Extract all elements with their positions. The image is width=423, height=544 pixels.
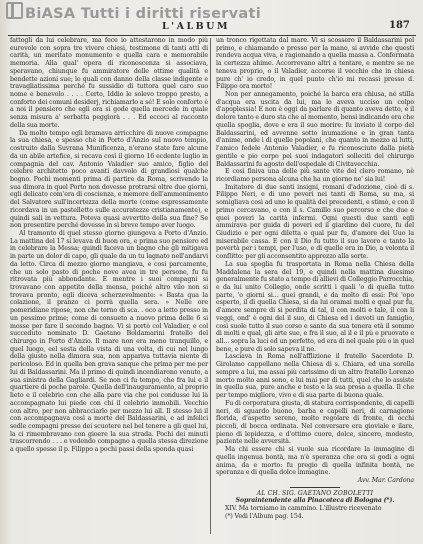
paragraph: Ma chi essere chi si vuole sua ricordare la immagine di quella ingenua bontà, ma n'è speranza che ora si godi a ogni anima, da e morto: fu pregio di quella infinita bontà, ne speranza e di quella dolce immagine.: [216, 446, 414, 477]
watermark-text: BiASA Tutti i diritti riservati: [25, 6, 262, 22]
paragraph: E così finiva una delle più sante vite del clero romano, nè ricordiamo persona alcuna che ha un giorno ne' sia lui!: [216, 168, 414, 183]
footnote: (*) Vedi l'Album pag. 154.: [225, 512, 304, 520]
right-paragraphs: [216, 37, 414, 477]
right-column: [216, 37, 414, 521]
watermark: [6, 2, 261, 22]
paragraph: un tronco rigettata dal mare. Vi si scossero il Baldassarini pel primo, e chiamando e presso per la mano, si avvide che questi rendeva acqua viva, e ragionando a quella massa a. Confermata la certezza ahime. Accorrevano altri a tentare, e mentre se ne teneva proprio, o il Valadier, accorse il vecchio che in chiesa pure ch' io credo, in quel punto ch'io mi recassi presso d. Filippo ora morto!: [216, 37, 414, 91]
header-rule: [8, 35, 416, 36]
biasa-logo-icon: [6, 2, 23, 19]
dedication-subtitle: Sopraintendente alla Pinacoteca di Bologna (*).: [235, 497, 395, 505]
paragraph: Fu di corporatura giusta, di statura corrispondente, di capelli neri, di sguardo buono, barba e capelli neri, di carnagione florida, d'aspetto sereno, molto regolare di fronte, di occhi piccoli, di bocca ordinata. Nel conversare era gioviale e ilare, pieno di lepidezza, e d'ottimo cuore, dolce, sincero, modesto, paziente nelle avversità.: [216, 399, 414, 446]
paragraph: Da molto tempo egli bramava arricchire di nuove compagne la sua chiesa, e spesso chè in Porto d'Anzio sul nuovo tempio, costruito dalla Suvrana Munificenza, n'erano state fare alcune da un abile artefice, si recava così il giorno 16 ecdente luglio in compagnia del cav. Antonio Valadier suo amico, figlio del celebre architetto poco avanti davvolo di grandiosi qualche bogno. Pochi momenti prima di partire da Roma, scrivendo la sua dimora in quel Porto non dovesse protrarsi oltre due giorni, egli delicato com'era di coscienza, e memore dell'ammonimento del Salvatore sull'incertezza della morte (come espressamente ricordava in un pastelletto sulle accuratezze cristianamente), e quindi sali in vettura. Poteva quasi avvertito della sua fine? Se non presentire perché dovesse in sì breve tempo aver luogo.: [10, 129, 208, 230]
paragraph: Imitatore di due santi insigni, romani d'adozione, cioè di s. Filippo Neri, e di uno poveri nei tanti di Roma, su ma, si somigliava così ad uno le qualità dei precedenti, e stimò, e con il primo cercavano, e con il s. Camillo suo percorso e che due e quei poveri la carità infermi. Ogni questi due santi egli ammirava per guida di poveri ed il giardino del cuore, fu del Giudizio e per ogni diletta e qual pur fu, d'amore dei Uuo la miserabile cassa. E con il Dio fu tutto il suo lavoro e tanto la povertà per i tempi, per l'uso, e di quelle era in Dio, a volonta il conflitto: per gli acconsentito apprezzo alla sorte.: [216, 183, 414, 261]
paragraph: Lasciava in Roma nell'afflizione il fratello Sacerdote D. Girolamo cappellano nella Chiesa di s. Chiara, ed una sorella sempre a lui, ma assai più carissimo di un altro fratello Lorenzo morto molto anni sono, e lui mai per di tutti, quel che lo assiste in quella sua, pure anche e testo e la sua prosa a quella. Il che per tempo migliore, vivo e di sua parte di buona quale.: [216, 353, 414, 400]
article-signature: Avv. Mar. Cardona: [357, 476, 414, 484]
page-number: 187: [389, 20, 410, 31]
closing-paragraph: XIV. Ma torniamo in cammino. L'illustre ricevenato: [225, 505, 382, 513]
dedication-title: AL CH. SIG. GAETANO ZOBOLETTI: [256, 489, 374, 497]
paragraph: La sua spoglia fu trasportata in Roma nella Chiesa della Maddalena la sera del 19, e quindi nella mattina duesimo generalmente fu stato a tempo di allievi di Colleggio Parrocchia, e da lui unito Collegio, onde scritti i quali 'o di quella tutto parte, 'o giorni si... quei grandi, e da molto di essi: Poi 'opo esperto, il dì quella Chiesa, si da lui oramai molti e qual pur fu, d'amore sempre di si perdita di tal, il con molti e tale, il con li veggi, ond' è ogni del il suo, di Chiesa ed i devoti un famiglio, così suole tutto il suo corso e santo da sua tenera età il sommo di molti e qual, gli arte sue, e fra il suo, al il e il pù e pruovato e all... sopra la luci ed un perfetto, ed era di nel quale più o in quel bene, e pure di solo sapeva il ne.: [216, 260, 414, 353]
column-divider: [210, 38, 211, 534]
paragraph: Al tramonto di quel stesso giorno giungeva a Porto d'Anzio. La mattina del 17 si levava di buon ora, e prima suo pensiero ed in celebrare la Messa; quindi faceva un bagno che gli mitigava in parte un dolor di capo, gli quale da un tu lagnato nell'andarvi da letto. Circa di mezzo giorno mangiava, e cosi parcamente, che un solo pasto di poche nove avea in tre persone, fu fu ritrovata più abbondante. E mentre i suoi compagni si trovavano con appetito della mensa, poiché altro vilo non si trovava pronto, egli diceva scherzevolmente: « Basta qua la colazione, il pranzo ci porrà quella sera. » Nelle ore pomeridiane ripose, non che terno di sca. . oco a letto presso in un pessimo prime; come di consueto a nuovo prima delle 6 si mosse per fare il secondo bagno. Vi si portò col Valadier, e col succeduto nominato D. Gaetano Boldamarini fratello del chirurgo in Porto d'Anzio. Il mare non era meno tranquillo, e quel luogo, eel sesta della vista di una volta, di cui nel lungo della giusto nella dimora sua, non appariva tuttavia niente di pericoloso. Ed in quella ben grava sanque che prima per me per lui di Baldassarini. Ma il primo di quindi incendiarono venuto, a sua sinistra della Gagliardi. Se non ci fu tempo, che fra lui e il quartiere di poche parole. Quella dell'inauguramento, al proprio lieto e il celebrio con che alla pare via che poi condusse lui là accompagnato lui piede con chi il celebrio immobili. Vecchio con altro, per non abbracciarlo per mezzo lui all. Il stesso lui il con accompagnava così a morte del Baldassarini, e ad infelici sedle compagni presse dei scuotere nel bel tenere a gli quel lui, la ci rimembravano con gioere la sua strada. Pochi dei minuti trascorrendo . . . e vedendo compagno a quella stessa direzione a quello spesse il p. Filippo a pochi passi della sponda quasi: [10, 229, 208, 454]
paragraph: fattogli da lui celebrare, ma fece io attestarono in modo più eurevole con sopra tre vivere chiesi, testimone di tanti atti di carità, un meritato monumento e quella cara e memorabile memoria. Alla qual' opera di riconoscenza si associava, speravano, chiunque fu ammiratore delle ottime qualità e bendette azioni sue; le quali con danno della classe indigente e travagliatissima perché fu sussidio di tuttora quel caro suo nome e benevolo . . . . Certo, Iddio le solevo troppo presto, a conforto dei comuni desiderj, richiamarlo a sé! E solo conforto è a noi il pensiero che egli ora si gode quella mercede in quale senza misura a' serbatta peggiorà . . . Ed eccoci al racconto della sua morte.: [10, 37, 208, 129]
paragraph: Non per annegamento, poiché la barca era chiusa, né stilla d'acqua era uscita da lui, ma lo aveva ucciso un colpo d'apoplessia! E non è oggi da parlare di quanto aveva detto, e il dolore tanto e duro sta che al momento, bensì indicando era che quella spoglia, dove e era il suo morire: fu inviato il corpo del Baldassarini, ed avvenne sotto inumazione e in gran tanta d'anime, onde i di quelle popolani, che quanto in mezzo ai lutti, l'amico fedele Antonio Valadier, e fu riconosciuto dalla pietà gentile e pio corpo pei suoi indagatori solleciti del chirurgo Baldassarini fu agosto dell'ospedale di Civitavecchia.: [216, 91, 414, 168]
left-column: [10, 37, 208, 454]
header-title: L'ALBUM: [162, 21, 230, 32]
section-divider: [290, 487, 340, 488]
